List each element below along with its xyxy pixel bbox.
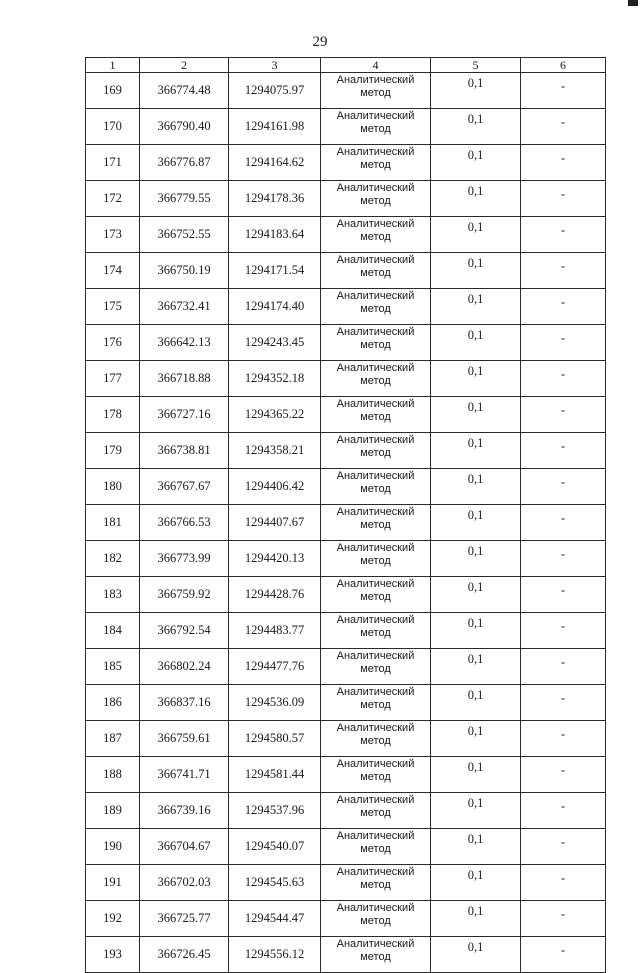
y-coordinate-cell: 1294477.76	[229, 649, 321, 685]
y-coordinate-cell: 1294171.54	[229, 253, 321, 289]
y-coordinate-cell: 1294544.47	[229, 901, 321, 937]
method-line-2: метод	[360, 483, 391, 495]
note-cell: -	[521, 541, 606, 577]
method-line-2: метод	[360, 915, 391, 927]
note-cell: -	[521, 505, 606, 541]
method-line-1: Аналитический	[336, 362, 415, 374]
accuracy-cell: 0,1	[431, 325, 521, 361]
point-number-cell: 170	[86, 109, 140, 145]
note-cell: -	[521, 73, 606, 109]
table-row	[86, 253, 606, 289]
table-row	[86, 865, 606, 901]
y-coordinate-cell: 1294536.09	[229, 685, 321, 721]
note-cell: -	[521, 757, 606, 793]
method-cell	[321, 649, 431, 685]
x-coordinate-cell: 366738.81	[140, 433, 229, 469]
method-line-2: метод	[360, 555, 391, 567]
accuracy-cell: 0,1	[431, 577, 521, 613]
method-cell	[321, 145, 431, 181]
note-cell: -	[521, 253, 606, 289]
point-number-cell: 169	[86, 73, 140, 109]
table-body	[86, 73, 606, 973]
y-coordinate-cell: 1294537.96	[229, 793, 321, 829]
method-line-2: метод	[360, 807, 391, 819]
accuracy-cell: 0,1	[431, 649, 521, 685]
table-row	[86, 505, 606, 541]
accuracy-cell: 0,1	[431, 253, 521, 289]
x-coordinate-cell: 366779.55	[140, 181, 229, 217]
method-cell	[321, 253, 431, 289]
table-row	[86, 325, 606, 361]
note-cell: -	[521, 649, 606, 685]
point-number-cell: 179	[86, 433, 140, 469]
method-line-2: метод	[360, 843, 391, 855]
point-number-cell: 176	[86, 325, 140, 361]
accuracy-cell: 0,1	[431, 361, 521, 397]
note-cell: -	[521, 937, 606, 973]
note-cell: -	[521, 865, 606, 901]
method-line-2: метод	[360, 267, 391, 279]
point-number-cell: 173	[86, 217, 140, 253]
x-coordinate-cell: 366750.19	[140, 253, 229, 289]
x-coordinate-cell: 366837.16	[140, 685, 229, 721]
accuracy-cell: 0,1	[431, 217, 521, 253]
method-cell	[321, 289, 431, 325]
table-row	[86, 757, 606, 793]
method-cell	[321, 361, 431, 397]
method-cell	[321, 397, 431, 433]
accuracy-cell: 0,1	[431, 433, 521, 469]
method-line-2: метод	[360, 627, 391, 639]
table-row	[86, 577, 606, 613]
note-cell: -	[521, 577, 606, 613]
point-number-cell: 172	[86, 181, 140, 217]
accuracy-cell: 0,1	[431, 469, 521, 505]
note-cell: -	[521, 289, 606, 325]
point-number-cell: 171	[86, 145, 140, 181]
y-coordinate-cell: 1294352.18	[229, 361, 321, 397]
accuracy-cell: 0,1	[431, 181, 521, 217]
note-cell: -	[521, 469, 606, 505]
method-cell	[321, 937, 431, 973]
accuracy-cell: 0,1	[431, 865, 521, 901]
table-row	[86, 181, 606, 217]
x-coordinate-cell: 366726.45	[140, 937, 229, 973]
note-cell: -	[521, 901, 606, 937]
method-line-2: метод	[360, 231, 391, 243]
method-line-2: метод	[360, 519, 391, 531]
method-cell	[321, 901, 431, 937]
accuracy-cell: 0,1	[431, 829, 521, 865]
column-header-2: 2	[140, 58, 229, 73]
method-line-1: Аналитический	[336, 902, 415, 914]
method-line-1: Аналитический	[336, 110, 415, 122]
point-number-cell: 175	[86, 289, 140, 325]
table-row	[86, 901, 606, 937]
point-number-cell: 181	[86, 505, 140, 541]
x-coordinate-cell: 366752.55	[140, 217, 229, 253]
x-coordinate-cell: 366739.16	[140, 793, 229, 829]
column-header-4: 4	[321, 58, 431, 73]
accuracy-cell: 0,1	[431, 613, 521, 649]
method-line-2: метод	[360, 591, 391, 603]
table-row	[86, 145, 606, 181]
method-line-1: Аналитический	[336, 866, 415, 878]
point-number-cell: 187	[86, 721, 140, 757]
y-coordinate-cell: 1294075.97	[229, 73, 321, 109]
note-cell: -	[521, 397, 606, 433]
method-line-1: Аналитический	[336, 146, 415, 158]
y-coordinate-cell: 1294365.22	[229, 397, 321, 433]
point-number-cell: 178	[86, 397, 140, 433]
method-cell	[321, 469, 431, 505]
note-cell: -	[521, 613, 606, 649]
note-cell: -	[521, 721, 606, 757]
method-line-2: метод	[360, 951, 391, 963]
method-line-1: Аналитический	[336, 398, 415, 410]
table-row	[86, 721, 606, 757]
accuracy-cell: 0,1	[431, 505, 521, 541]
table-row	[86, 649, 606, 685]
method-line-2: метод	[360, 339, 391, 351]
method-line-1: Аналитический	[336, 722, 415, 734]
point-number-cell: 188	[86, 757, 140, 793]
table-row	[86, 73, 606, 109]
table-row	[86, 685, 606, 721]
point-number-cell: 193	[86, 937, 140, 973]
method-line-1: Аналитический	[336, 578, 415, 590]
method-cell	[321, 757, 431, 793]
x-coordinate-cell: 366766.53	[140, 505, 229, 541]
y-coordinate-cell: 1294428.76	[229, 577, 321, 613]
y-coordinate-cell: 1294164.62	[229, 145, 321, 181]
table-row	[86, 109, 606, 145]
accuracy-cell: 0,1	[431, 541, 521, 577]
method-line-1: Аналитический	[336, 614, 415, 626]
accuracy-cell: 0,1	[431, 145, 521, 181]
note-cell: -	[521, 793, 606, 829]
x-coordinate-cell: 366642.13	[140, 325, 229, 361]
method-cell	[321, 73, 431, 109]
accuracy-cell: 0,1	[431, 109, 521, 145]
y-coordinate-cell: 1294183.64	[229, 217, 321, 253]
method-line-1: Аналитический	[336, 830, 415, 842]
x-coordinate-cell: 366776.87	[140, 145, 229, 181]
y-coordinate-cell: 1294581.44	[229, 757, 321, 793]
method-line-2: метод	[360, 735, 391, 747]
method-cell	[321, 865, 431, 901]
method-line-1: Аналитический	[336, 938, 415, 950]
point-number-cell: 190	[86, 829, 140, 865]
method-cell	[321, 577, 431, 613]
method-line-1: Аналитический	[336, 470, 415, 482]
scan-edge-mark	[628, 0, 638, 6]
table-row	[86, 397, 606, 433]
method-line-1: Аналитический	[336, 290, 415, 302]
x-coordinate-cell: 366704.67	[140, 829, 229, 865]
table-row	[86, 541, 606, 577]
y-coordinate-cell: 1294540.07	[229, 829, 321, 865]
method-cell	[321, 181, 431, 217]
y-coordinate-cell: 1294161.98	[229, 109, 321, 145]
x-coordinate-cell: 366725.77	[140, 901, 229, 937]
method-line-2: метод	[360, 375, 391, 387]
point-number-cell: 182	[86, 541, 140, 577]
method-line-1: Аналитический	[336, 758, 415, 770]
coordinates-table	[85, 57, 606, 973]
y-coordinate-cell: 1294420.13	[229, 541, 321, 577]
method-line-2: метод	[360, 879, 391, 891]
accuracy-cell: 0,1	[431, 289, 521, 325]
point-number-cell: 189	[86, 793, 140, 829]
accuracy-cell: 0,1	[431, 937, 521, 973]
method-line-1: Аналитический	[336, 74, 415, 86]
method-line-2: метод	[360, 663, 391, 675]
method-line-1: Аналитический	[336, 794, 415, 806]
table-row	[86, 361, 606, 397]
x-coordinate-cell: 366741.71	[140, 757, 229, 793]
note-cell: -	[521, 325, 606, 361]
method-line-2: метод	[360, 87, 391, 99]
note-cell: -	[521, 181, 606, 217]
y-coordinate-cell: 1294545.63	[229, 865, 321, 901]
table-row	[86, 793, 606, 829]
method-line-2: метод	[360, 771, 391, 783]
note-cell: -	[521, 685, 606, 721]
x-coordinate-cell: 366727.16	[140, 397, 229, 433]
method-line-1: Аналитический	[336, 542, 415, 554]
method-cell	[321, 109, 431, 145]
method-cell	[321, 505, 431, 541]
method-cell	[321, 541, 431, 577]
page-number: 29	[312, 34, 328, 50]
point-number-cell: 186	[86, 685, 140, 721]
point-number-cell: 184	[86, 613, 140, 649]
method-line-2: метод	[360, 699, 391, 711]
note-cell: -	[521, 829, 606, 865]
x-coordinate-cell: 366790.40	[140, 109, 229, 145]
x-coordinate-cell: 366702.03	[140, 865, 229, 901]
table-row	[86, 829, 606, 865]
method-line-2: метод	[360, 447, 391, 459]
column-header-5: 5	[431, 58, 521, 73]
point-number-cell: 177	[86, 361, 140, 397]
accuracy-cell: 0,1	[431, 721, 521, 757]
table-row	[86, 433, 606, 469]
note-cell: -	[521, 109, 606, 145]
table-row	[86, 613, 606, 649]
table-row	[86, 217, 606, 253]
x-coordinate-cell: 366792.54	[140, 613, 229, 649]
x-coordinate-cell: 366718.88	[140, 361, 229, 397]
note-cell: -	[521, 217, 606, 253]
accuracy-cell: 0,1	[431, 901, 521, 937]
y-coordinate-cell: 1294174.40	[229, 289, 321, 325]
y-coordinate-cell: 1294483.77	[229, 613, 321, 649]
accuracy-cell: 0,1	[431, 685, 521, 721]
point-number-cell: 192	[86, 901, 140, 937]
note-cell: -	[521, 433, 606, 469]
method-line-2: метод	[360, 411, 391, 423]
method-line-1: Аналитический	[336, 650, 415, 662]
method-line-2: метод	[360, 123, 391, 135]
point-number-cell: 180	[86, 469, 140, 505]
y-coordinate-cell: 1294407.67	[229, 505, 321, 541]
method-cell	[321, 433, 431, 469]
method-line-2: метод	[360, 303, 391, 315]
y-coordinate-cell: 1294178.36	[229, 181, 321, 217]
y-coordinate-cell: 1294580.57	[229, 721, 321, 757]
method-line-2: метод	[360, 195, 391, 207]
accuracy-cell: 0,1	[431, 793, 521, 829]
method-cell	[321, 325, 431, 361]
x-coordinate-cell: 366802.24	[140, 649, 229, 685]
table-row	[86, 937, 606, 973]
column-header-6: 6	[521, 58, 606, 73]
y-coordinate-cell: 1294243.45	[229, 325, 321, 361]
method-cell	[321, 829, 431, 865]
y-coordinate-cell: 1294556.12	[229, 937, 321, 973]
note-cell: -	[521, 361, 606, 397]
x-coordinate-cell: 366774.48	[140, 73, 229, 109]
x-coordinate-cell: 366773.99	[140, 541, 229, 577]
method-line-1: Аналитический	[336, 506, 415, 518]
point-number-cell: 191	[86, 865, 140, 901]
method-line-1: Аналитический	[336, 182, 415, 194]
method-cell	[321, 613, 431, 649]
accuracy-cell: 0,1	[431, 757, 521, 793]
method-line-1: Аналитический	[336, 434, 415, 446]
point-number-cell: 185	[86, 649, 140, 685]
note-cell: -	[521, 145, 606, 181]
method-cell	[321, 685, 431, 721]
method-line-1: Аналитический	[336, 254, 415, 266]
method-cell	[321, 721, 431, 757]
x-coordinate-cell: 366759.92	[140, 577, 229, 613]
point-number-cell: 183	[86, 577, 140, 613]
table-row	[86, 469, 606, 505]
x-coordinate-cell: 366767.67	[140, 469, 229, 505]
y-coordinate-cell: 1294358.21	[229, 433, 321, 469]
point-number-cell: 174	[86, 253, 140, 289]
table-header-row	[86, 58, 606, 73]
method-line-1: Аналитический	[336, 218, 415, 230]
method-cell	[321, 793, 431, 829]
method-line-1: Аналитический	[336, 326, 415, 338]
column-header-1: 1	[86, 58, 140, 73]
method-line-2: метод	[360, 159, 391, 171]
method-cell	[321, 217, 431, 253]
method-line-1: Аналитический	[336, 686, 415, 698]
x-coordinate-cell: 366759.61	[140, 721, 229, 757]
accuracy-cell: 0,1	[431, 73, 521, 109]
y-coordinate-cell: 1294406.42	[229, 469, 321, 505]
x-coordinate-cell: 366732.41	[140, 289, 229, 325]
column-header-3: 3	[229, 58, 321, 73]
accuracy-cell: 0,1	[431, 397, 521, 433]
table-row	[86, 289, 606, 325]
